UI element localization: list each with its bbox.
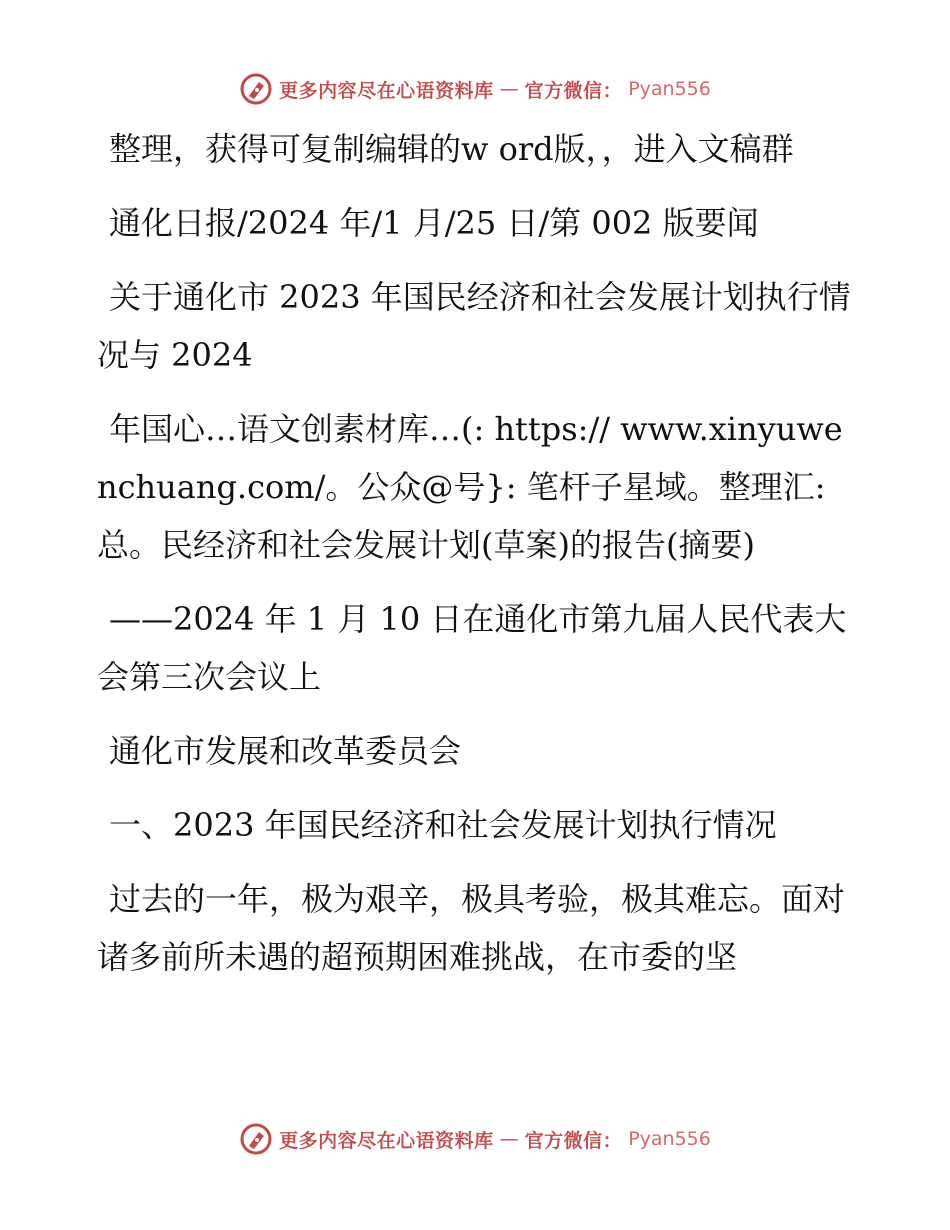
section-heading: 一、2023 年国民经济和社会发展计划执行情况 [109, 806, 777, 844]
paragraph-issuer: 通化市发展和改革委员会 [109, 732, 462, 770]
paragraph-word-group: 整理，获得可复制编辑的w ord版，，进入文稿群 [109, 130, 794, 168]
banner-wechat-label: 官方微信： [524, 1129, 623, 1152]
paragraph-report-title-continued: 年国心…语文创素材库…(: https:// www.xinyuwenchuang.com/。公众@号}: 笔杆子星域。整理汇:总。民经济和社会发展计划(草案)的报告(摘要) [97, 410, 843, 564]
banner-separator: — [499, 78, 519, 100]
pen-nib-logo-icon [239, 1122, 273, 1156]
banner-account: Pyan556 [628, 1128, 711, 1150]
header-watermark-banner [0, 72, 950, 106]
pen-nib-logo-icon [239, 72, 273, 106]
footer-watermark-banner [0, 1122, 950, 1156]
banner-separator: — [499, 1128, 519, 1150]
paragraph-newspaper-source: 通化日报/2024 年/1 月/25 日/第 002 版要闻 [109, 204, 759, 242]
paragraph-meeting-date: ——2024 年 1 月 10 日在通化市第九届人民代表大会第三次会议上 [97, 600, 847, 696]
document-body [97, 120, 857, 1002]
banner-site-text: 更多内容尽在心语资料库 [279, 79, 494, 102]
banner-wechat-label: 官方微信： [524, 79, 623, 102]
banner-account: Pyan556 [628, 78, 711, 100]
paragraph-body: 过去的一年，极为艰辛，极具考验，极其难忘。面对诸多前所未遇的超预期困难挑战，在市委的坚 [97, 880, 846, 976]
banner-site-text: 更多内容尽在心语资料库 [279, 1129, 494, 1152]
paragraph-report-title: 关于通化市 2023 年国民经济和社会发展计划执行情况与 2024 [97, 278, 851, 374]
